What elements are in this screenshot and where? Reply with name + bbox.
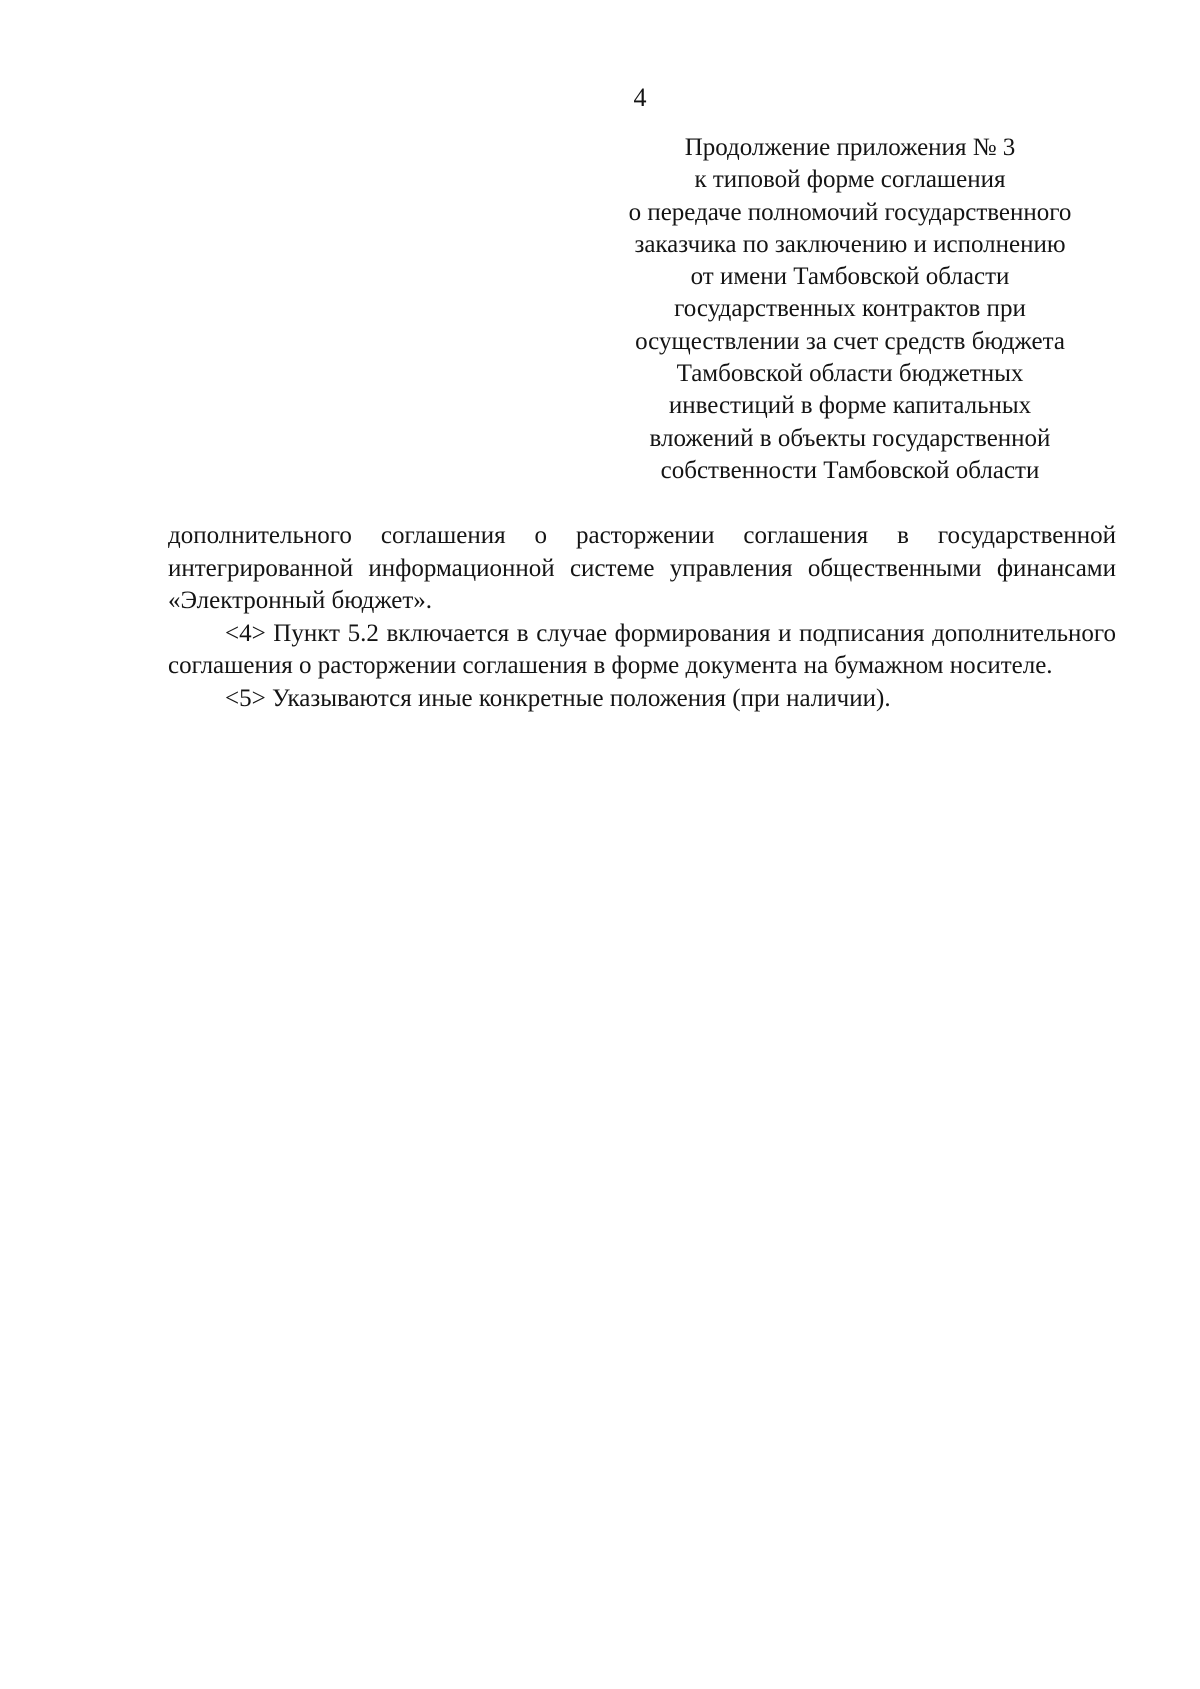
header-line: вложений в объекты государственной <box>649 424 1051 452</box>
appendix-header <box>580 132 1120 487</box>
header-line: Продолжение приложения № 3 <box>684 134 1016 161</box>
header-line: от имени Тамбовской области <box>690 263 1010 291</box>
header-line: осуществлении за счет средств бюджета <box>635 327 1065 355</box>
header-line: государственных контрактов при <box>674 295 1026 323</box>
footnote-4: <4> Пункт 5.2 включается в случае формирования и подписания дополнительного соглашения о расторжении соглашения в форме документа на бумажном носителе. <box>168 619 1116 679</box>
footnote-5: <5> Указываются иные конкретные положения (при наличии). <box>225 684 891 712</box>
header-line: собственности Тамбовской области <box>660 456 1040 484</box>
header-line: заказчика по заключению и исполнению <box>634 230 1066 258</box>
paragraph-continuation: дополнительного соглашения о расторжении соглашения в государственной интегрированной информационной системе управления общественными финансами «Электронный бюджет». <box>168 522 1116 614</box>
header-line: инвестиций в форме капитальных <box>668 392 1032 420</box>
header-line: Тамбовской области бюджетных <box>676 360 1024 388</box>
body-text <box>168 520 1116 715</box>
header-line: к типовой форме соглашения <box>694 166 1006 194</box>
page-number: 4 <box>633 83 647 112</box>
header-line: о передаче полномочий государственного <box>628 198 1072 226</box>
